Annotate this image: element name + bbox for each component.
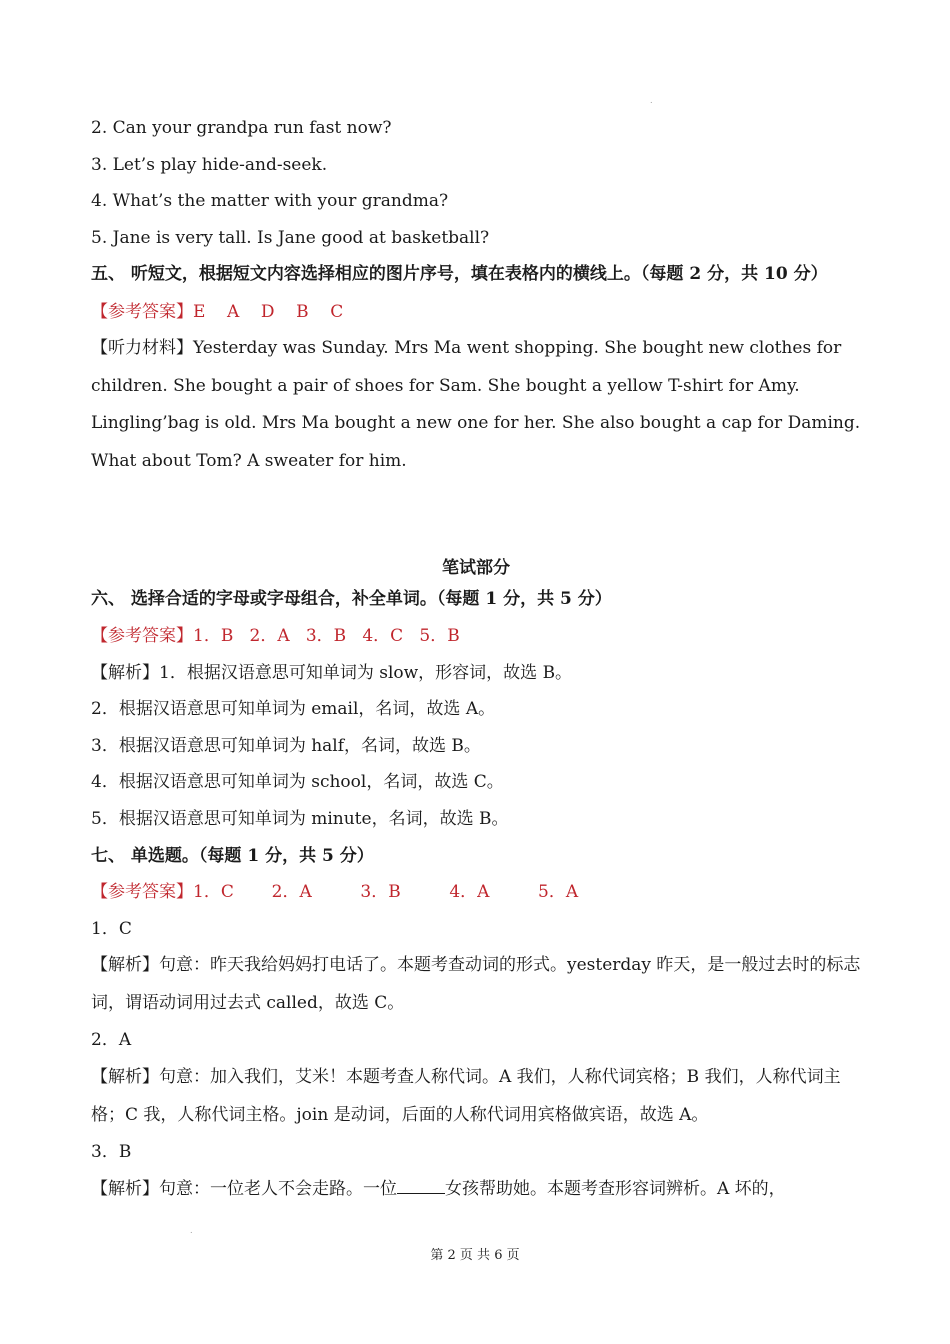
analysis-line: 2．根据汉语意思可知单词为 email，名词，故选 A。 — [91, 699, 496, 720]
list-item: 3. Let’s play hide-and-seek. — [91, 154, 328, 175]
section7-answers — [91, 874, 861, 911]
analysis-line: 5．根据汉语意思可知单词为 minute，名词，故选 B。 — [91, 809, 509, 830]
section7-heading: 七、 单选题。（每题 1 分，共 5 分） — [91, 845, 374, 866]
fill-blank — [397, 1178, 445, 1194]
written-section-title: 笔试部分 — [442, 558, 510, 579]
answer-values: 1．B 2．A 3．B 4．C 5．B — [193, 626, 460, 647]
document-page — [91, 110, 861, 1207]
analysis-paragraph: 【解析】句意：加入我们，艾米！本题考查人称代词。A 我们，人称代词宾格；B 我们，人称代词主格；C 我，人称代词主格。join 是动词，后面的人称代词用宾格做宾语，故选 A。 — [91, 1067, 841, 1125]
question-label: 3．B — [91, 1142, 132, 1162]
section5-heading: 五、 听短文，根据短文内容选择相应的图片序号，填在表格内的横线上。（每题 2 分，共 10 分） — [91, 264, 828, 285]
scan-dot: . — [190, 1226, 193, 1235]
analysis-line: 3．根据汉语意思可知单词为 half，名词，故选 B。 — [91, 735, 481, 756]
scan-dot: . — [650, 96, 653, 105]
analysis-paragraph: 【解析】句意：昨天我给妈妈打电话了。本题考查动词的形式。yesterday 昨天，是一般过去时的标志词，谓语动词用过去式 called，故选 C。 — [91, 955, 861, 1013]
analysis-text-part: 女孩帮助她。本题考查形容词辨析。A 坏的， — [445, 1178, 786, 1199]
section6-heading: 六、 选择合适的字母或字母组合，补全单词。（每题 1 分，共 5 分） — [91, 589, 612, 610]
section5-answers — [91, 294, 861, 331]
answer-values: E A D B C — [193, 301, 344, 322]
question-label: 1．C — [91, 918, 132, 939]
list-item: 5. Jane is very tall. Is Jane good at basketball? — [91, 227, 490, 248]
answer-label: 【参考答案】 — [91, 882, 193, 903]
answer-values: 1．C 2．A 3．B 4．A 5．A — [193, 882, 579, 903]
list-item: 4. What’s the matter with your grandma? — [91, 191, 449, 212]
analysis-line: 【解析】1．根据汉语意思可知单词为 slow，形容词，故选 B。 — [91, 662, 573, 683]
answer-label: 【参考答案】 — [91, 301, 193, 322]
section5-material: 【听力材料】Yesterday was Sunday. Mrs Ma went shopping. She bought new clothes for children. She bought a pair of shoes for Sam. She bought a yellow T-shirt for Amy. Lingling’bag is old. Mrs Ma bought a new one for her. She also bought a cap for Daming. What about Tom? A sweater for him. — [91, 338, 861, 471]
analysis-line: 4．根据汉语意思可知单词为 school，名词，故选 C。 — [91, 772, 504, 793]
analysis-text-part: 【解析】句意：一位老人不会走路。一位 — [91, 1178, 397, 1199]
analysis-paragraph — [91, 1171, 861, 1208]
question-label: 2．A — [91, 1030, 132, 1051]
list-item: 2. Can your grandpa run fast now? — [91, 118, 392, 138]
answer-label: 【参考答案】 — [91, 626, 193, 647]
section6-answers — [91, 618, 861, 655]
page-footer: 第 2 页 共 6 页 — [430, 1248, 520, 1263]
